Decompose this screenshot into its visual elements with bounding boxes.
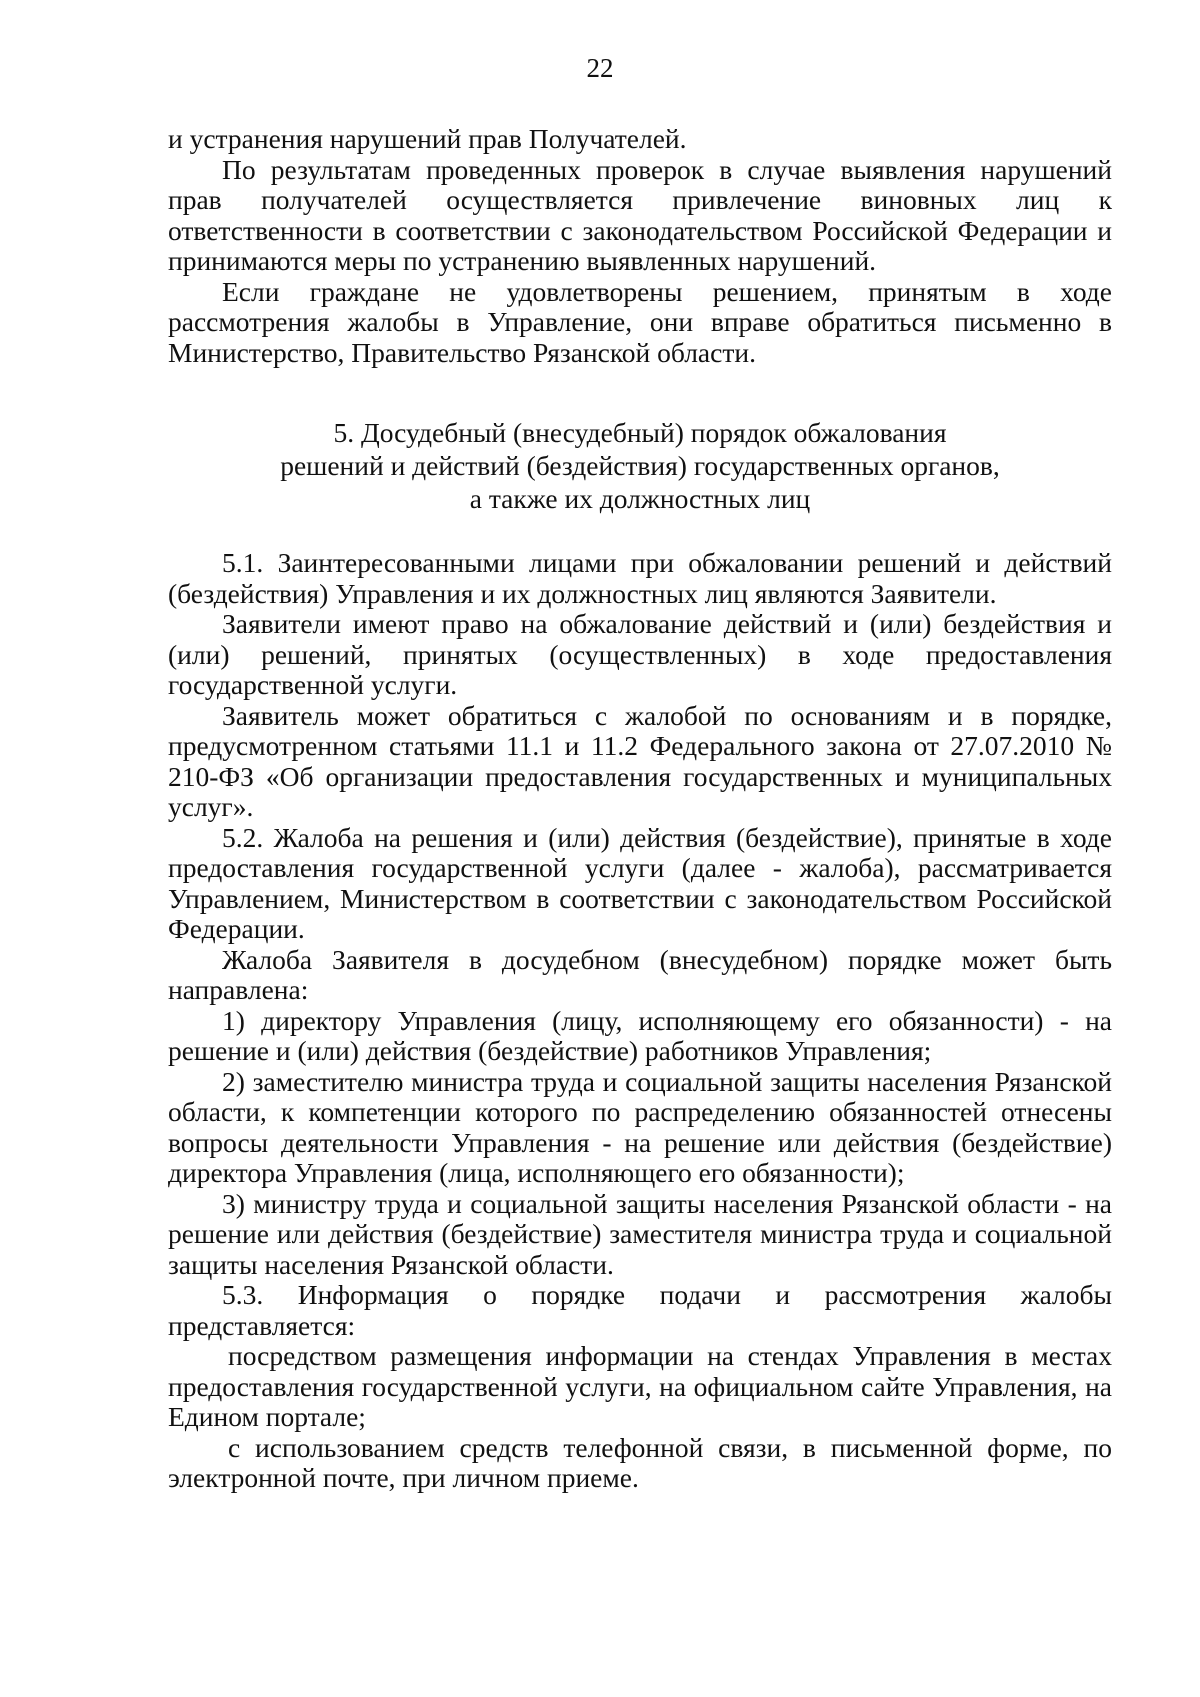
section-heading-line-2: решений и действий (бездействия) государственных органов, <box>280 450 1000 481</box>
paragraph-inspection-results: По результатам проведенных проверок в случае выявления нарушений прав получателей осуществляется привлечение виновных лиц к ответственности в соответствии с законодательством Российской Федерации и принимаются меры по устранению выявленных нарушений. <box>168 153 1112 276</box>
section-heading <box>168 416 1112 515</box>
section-heading-line-3: а также их должностных лиц <box>469 483 811 514</box>
paragraph-federal-law: Заявитель может обратиться с жалобой по основаниям и в порядке, предусмотренном статьями 11.1 и 11.2 Федерального закона от 27.07.2010 № 210-ФЗ «Об организации предоставления государственных и муниципальных услуг». <box>168 699 1112 822</box>
paragraph-complaint-directed: Жалоба Заявителя в досудебном (внесудебном) порядке может быть направлена: <box>168 943 1112 1005</box>
page-number: 22 <box>586 53 614 83</box>
paragraph-5-2: 5.2. Жалоба на решения и (или) действия (бездействие), принятые в ходе предоставления государственной услуги (далее - жалоба), рассматривается Управлением, Министерством в соответствии с законодательством Российской Федерации. <box>168 821 1112 944</box>
paragraph-5-3: 5.3. Информация о порядке подачи и рассмотрения жалобы представляется: <box>168 1279 1112 1341</box>
list-item-2: 2) заместителю министра труда и социальной защиты населения Рязанской области, к компетенции которого по распределению обязанностей отнесены вопросы деятельности Управления - на решение или действия (бездействие) директора Управления (лица, исполняющего его обязанности); <box>168 1065 1112 1188</box>
top-text-block <box>168 124 1112 368</box>
list-item-1: 1) директору Управления (лицу, исполняющему его обязанности) - на решение и (или) действия (бездействие) работников Управления; <box>168 1004 1112 1066</box>
section-text-block <box>168 548 1112 1494</box>
paragraph-info-stands: посредством размещения информации на стендах Управления в местах предоставления государственной услуги, на официальном сайте Управления, на Едином портале; <box>168 1340 1112 1432</box>
paragraph-info-channels: с использованием средств телефонной связи, в письменной форме, по электронной почте, при личном приеме. <box>168 1431 1112 1493</box>
paragraph-continuation: и устранения нарушений прав Получателей. <box>168 123 687 154</box>
paragraph-applicant-rights: Заявители имеют право на обжалование действий и (или) бездействия и (или) решений, принятых (осуществленных) в ходе предоставления государственной услуги. <box>168 608 1112 700</box>
section-heading-line-1: 5. Досудебный (внесудебный) порядок обжалования <box>333 417 947 448</box>
paragraph-appeal-to-ministry: Если граждане не удовлетворены решением, принятым в ходе рассмотрения жалобы в Управление, они вправе обратиться письменно в Министерство, Правительство Рязанской области. <box>168 275 1112 368</box>
list-item-3: 3) министру труда и социальной защиты населения Рязанской области - на решение или действия (бездействие) заместителя министра труда и социальной защиты населения Рязанской области. <box>168 1187 1112 1280</box>
paragraph-5-1: 5.1. Заинтересованными лицами при обжаловании решений и действий (бездействия) Управления и их должностных лиц являются Заявители. <box>168 547 1112 609</box>
